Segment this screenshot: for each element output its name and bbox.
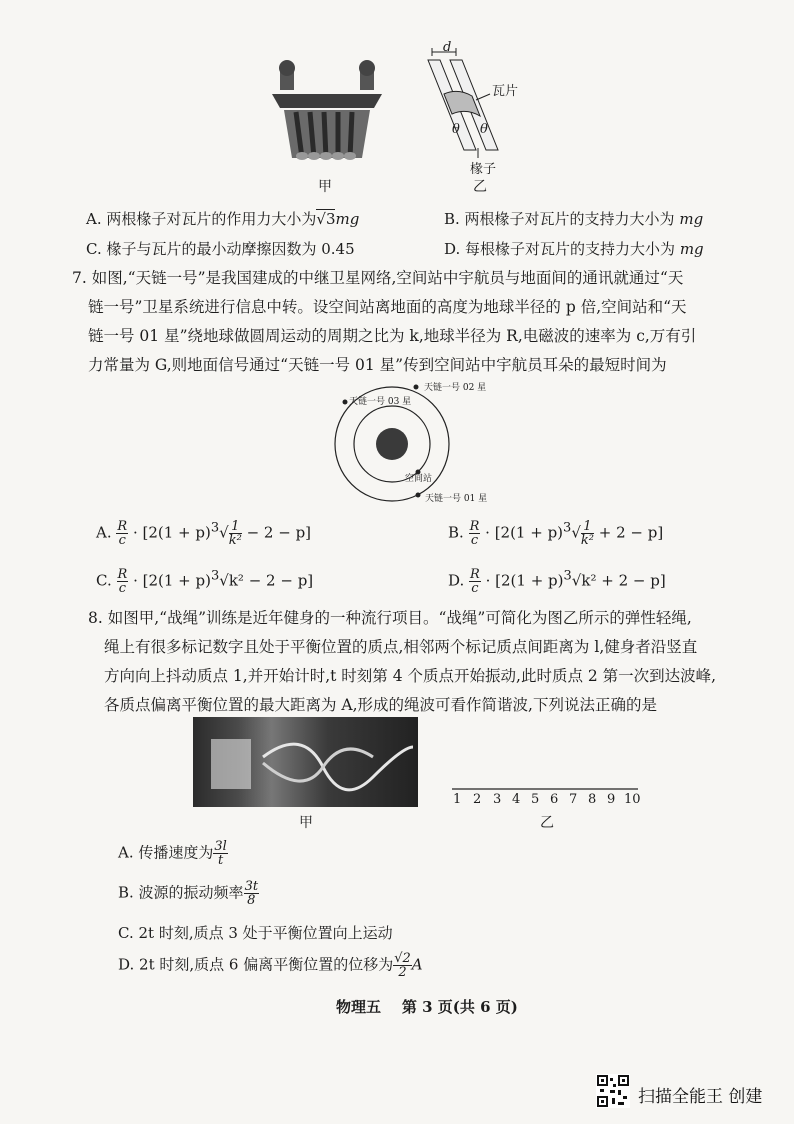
qr-code-icon [596,1074,630,1108]
q7-stem: 7. 如图,“天链一号”是我国建成的中继卫星网络,空间站中宇航员与地面间的通讯就通过“天 链一号”卫星系统进行信息中转。设空间站离地面的高度为地球半径的 p 倍,空间站和“天 链一号 01 星”绕地球做圆周运动的周期之比为 k,地球半径为 R,电磁波的速率为 c,万有引 力常量为 G,则地面信号通过“天链一号 01 星”传到空间站中宇航员耳朵的最短时间为 [72,269,697,374]
figure-roof-tiles [262,58,392,170]
q8-option-d: D. 2t 时刻,质点 6 偏离平衡位置的位移为 $\frac{√2}{2}$ A [118,951,423,980]
q8-option-a: A. 传播速度为 $\frac{3l}{t}$ [118,839,227,868]
label-sat02: 天链一号 02 星 [424,383,487,393]
rope-point-4: 4 [512,792,521,807]
tile-label: 瓦片 [492,84,519,99]
figure-rafter-diagram [418,40,528,170]
q8-figure-label-yi: 乙 [540,815,554,831]
label-sat03: 天链一号 03 星 [349,397,412,407]
q6-option-c: C. 椽子与瓦片的最小动摩擦因数为 0.45 [86,240,355,258]
battle-rope-photo [193,717,418,807]
q7-option-c: C. $\frac{R}{c}$ · $[2(1 + p)^3√k^2 - 2 - p]$ [96,567,314,596]
q6-option-d: D. 每根椽子对瓦片的支持力大小为 mg [444,240,704,258]
rope-point-labels [450,792,640,808]
rope-point-3: 3 [493,792,502,807]
q8-stem: 8. 如图甲,“战绳”训练是近年健身的一种流行项目。“战绳”可简化为图乙所示的弹性轻绳, 绳上有很多标记数字且处于平衡位置的质点,相邻两个标记质点间距离为 l,健身者沿竖直 方向向上抖动质点 1,并开始计时,t 时刻第 4 个质点开始振动,此时质点 2 第一次到达波峰, 各质点偏离平衡位置的最大距离为 A,形成的绳波可看作简谐波,下列说法正确的是 [88,609,717,714]
figure-label-jia: 甲 [318,179,332,195]
q7-option-a: A. $\frac{R}{c}$ · [$2(1 + p)^3√$ $\frac{1}{\text{k²}}$ − 2 − p] [96,519,312,548]
theta-label-left: θ [452,122,460,137]
rope-point-7: 7 [569,792,578,807]
rope-point-5: 5 [531,792,540,807]
theta-label-right: θ [480,122,488,137]
rope-point-9: 9 [607,792,616,807]
label-station: 空间站 [405,474,433,484]
q8-option-c: C. 2t 时刻,质点 3 处于平衡位置向上运动 [118,924,393,942]
rope-point-8: 8 [588,792,597,807]
q8-option-b: B. 波源的振动频率 $\frac{3t}{8}$ [118,879,259,908]
scanner-watermark: 扫描全能王 创建 [638,1087,763,1107]
q6-option-b: B. 两根椽子对瓦片的支持力大小为 mg [444,210,704,228]
rope-point-10: 10 [624,792,641,807]
q7-option-b: B. $\frac{R}{c}$ · [$2(1 + p)^3√$ $\frac{1}{\text{k²}}$ + 2 − p] [448,519,664,548]
page-footer: 物理五 第 3 页(共 6 页) [336,998,518,1016]
figure-label-yi: 乙 [473,179,487,195]
rope-point-6: 6 [550,792,559,807]
q6-option-a: A. 两根椽子对瓦片的作用力大小为√3mg [86,210,360,228]
rope-point-2: 2 [473,792,482,807]
q7-option-d: D. $\frac{R}{c}$ · $[2(1 + p)^3√k^2 + 2 - p]$ [448,567,666,596]
rope-point-1: 1 [453,792,462,807]
rafter-label: 椽子 [470,162,497,177]
d-label: d [443,40,452,55]
q8-figure-label-jia: 甲 [299,815,313,831]
label-sat01: 天链一号 01 星 [425,494,488,504]
